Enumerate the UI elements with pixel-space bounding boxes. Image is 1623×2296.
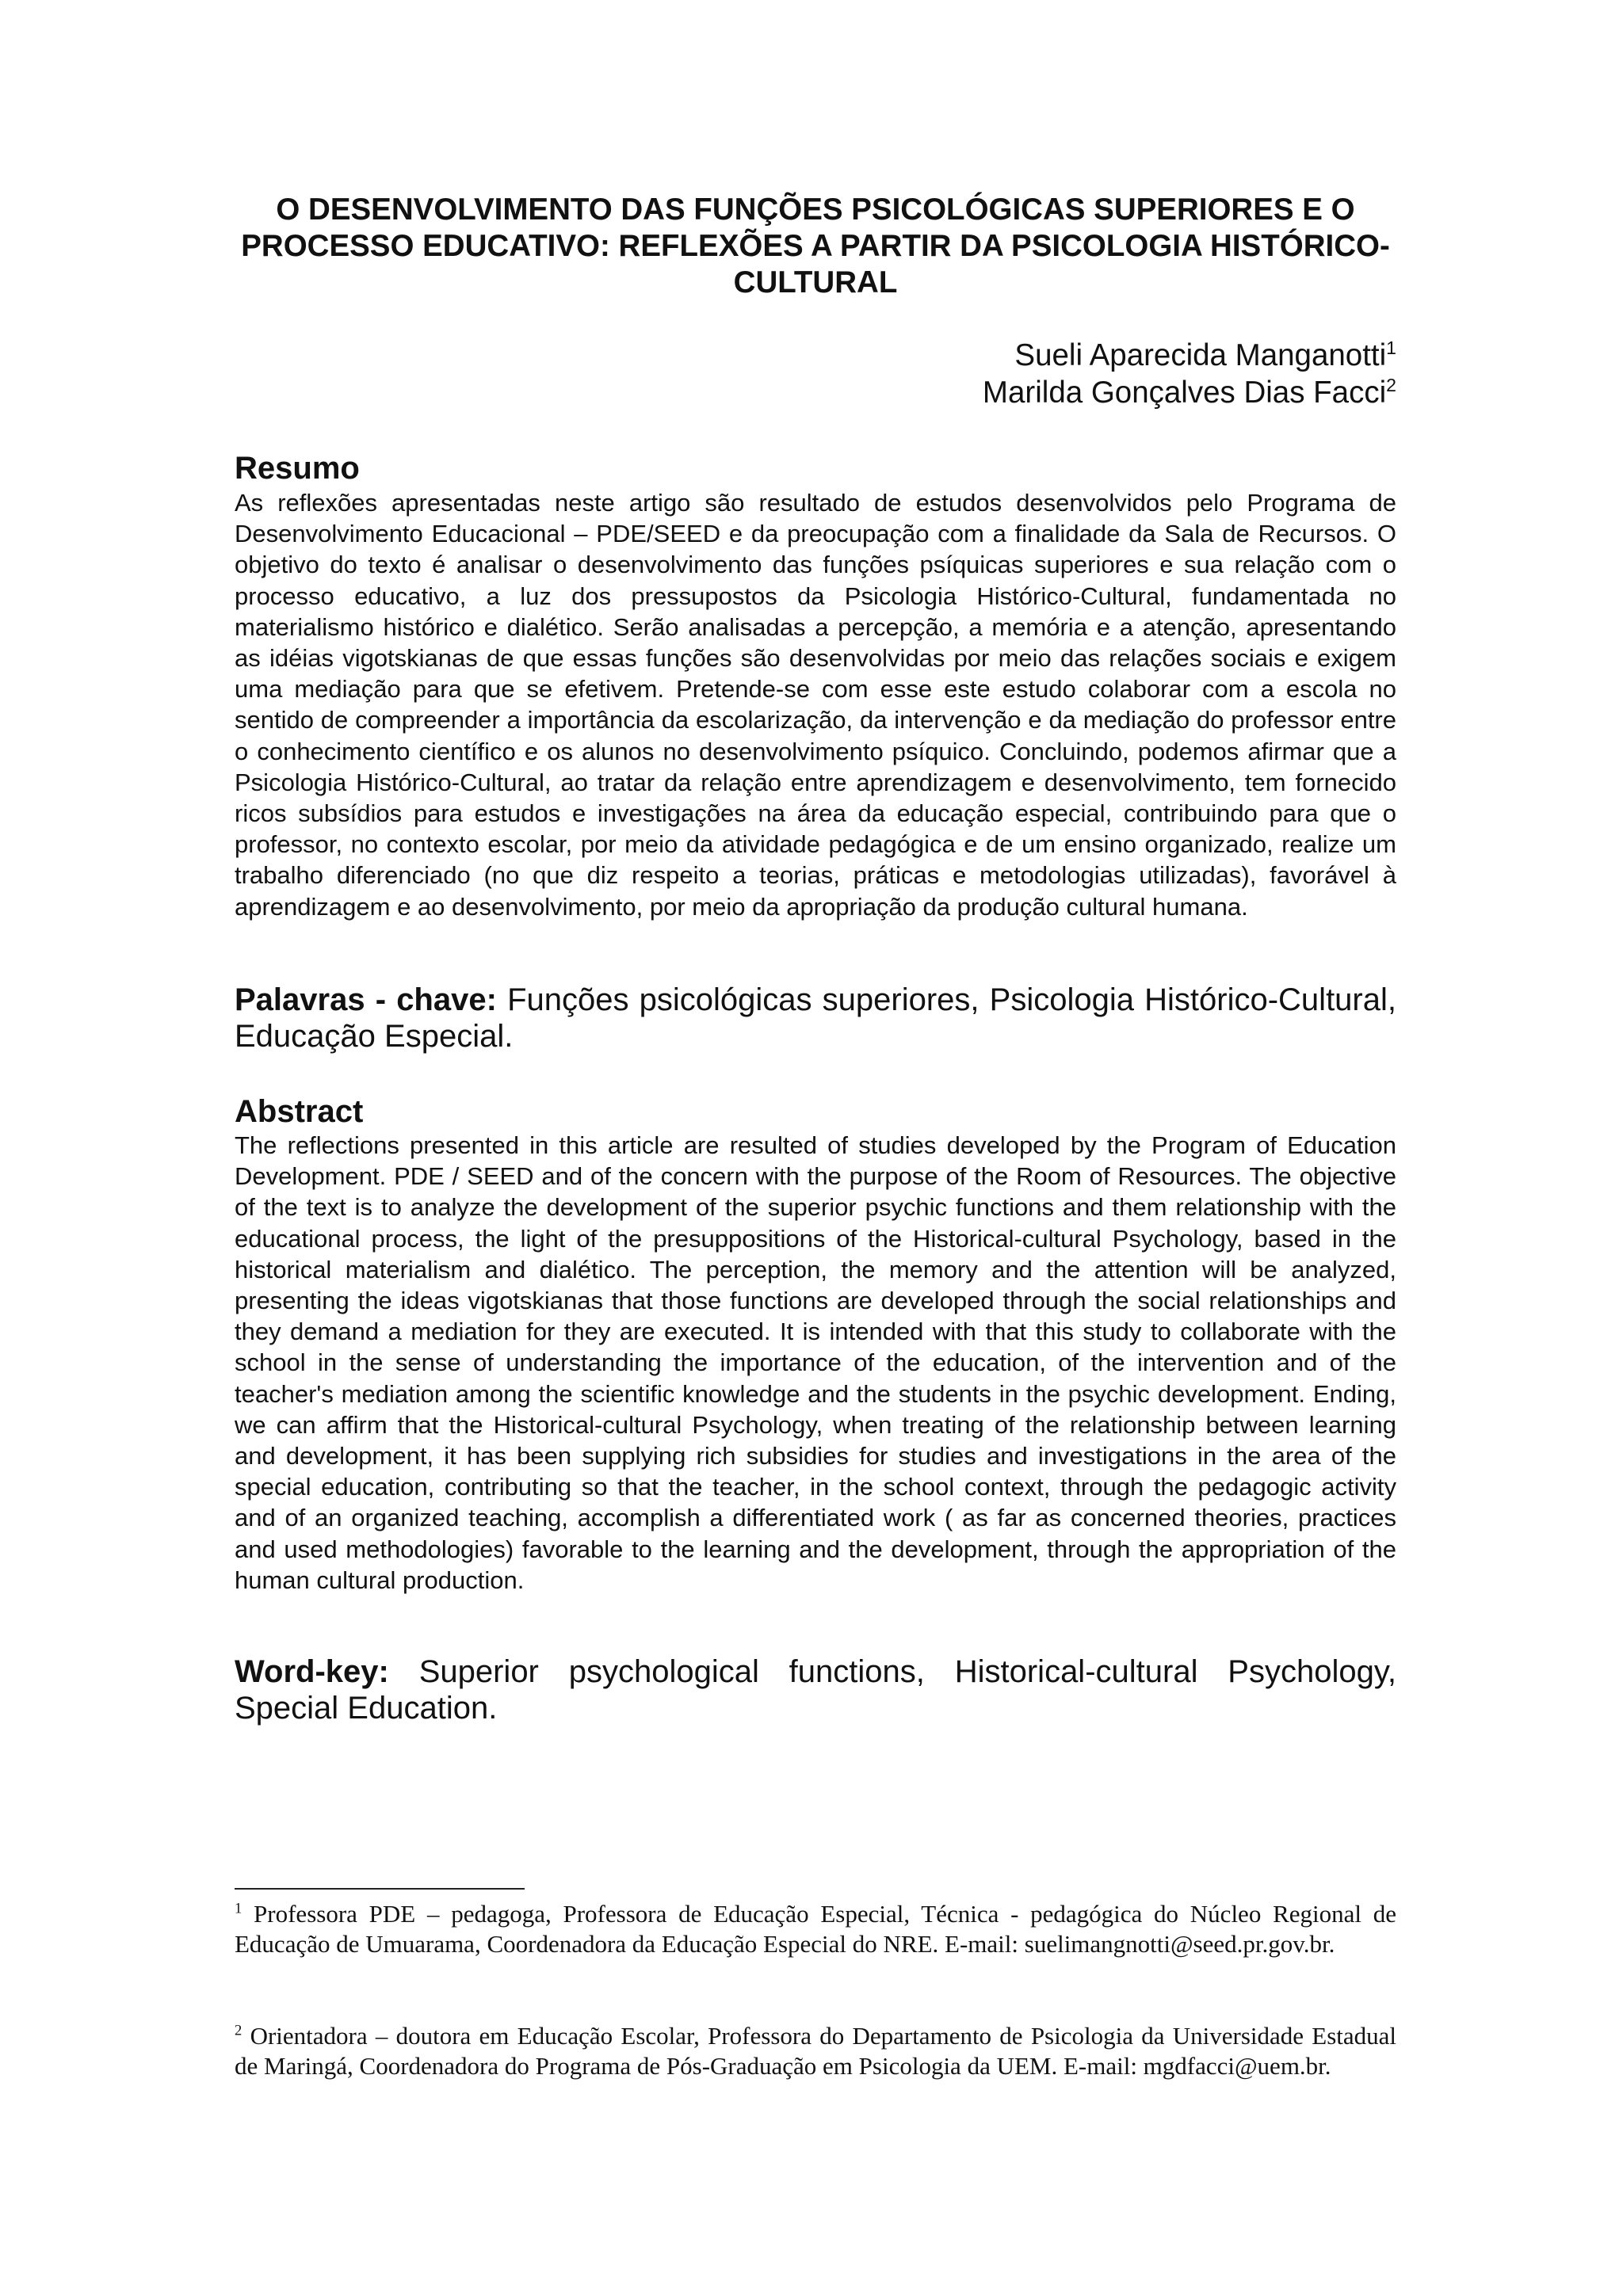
author-list <box>235 337 1396 411</box>
footnote-ref: 1 <box>1386 338 1396 359</box>
footnote-text: Professora PDE – pedagoga, Professora de Educação Especial, Técnica - pedagógica do Núcleo Regional de Educação de Umuarama, Coordenadora da Educação Especial do NRE. E-mail: suelimangnotti@seed.pr.gov.br. <box>235 1900 1396 1958</box>
resumo-heading: Resumo <box>235 451 360 486</box>
palavras-chave-text: Funções psicológicas superiores, Psicologia Histórico-Cultural, Educação Especial. <box>235 982 1396 1054</box>
abstract-text: The reflections presented in this article are resulted of studies developed by the Program of Education Development. PDE / SEED and of the concern with the purpose of the Room of Resources. The objective of the text is to analyze the development of the superior psychic functions and them relationship with the educational process, the light of the presuppositions of the Historical-cultural Psychology, based in the historical materialism and dialético. The perception, the memory and the attention will be analyzed, presenting the ideas vigotskianas that those functions are developed through the social relationships and they demand a mediation for they are executed. It is intended with that this study to collaborate with the school in the sense of understanding the importance of the education, of the intervention and of the teacher's mediation among the scientific knowledge and the students in the psychic development. Ending, we can affirm that the Historical-cultural Psychology, when treating of the relationship between learning and development, it has been supplying rich subsidies for studies and investigations in the area of the special education, contributing so that the teacher, in the school context, through the pedagogic activity and of an organized teaching, accomplish a differentiated work ( as far as concerned theories, practices and used methodologies) favorable to the learning and the development, through the appropriation of the human cultural production. <box>235 1131 1396 1594</box>
word-key-text: Superior psychological functions, Historical-cultural Psychology, Special Education. <box>235 1654 1396 1726</box>
author-line <box>235 374 1396 411</box>
word-key-label: Word-key: <box>235 1654 389 1689</box>
author-name: Sueli Aparecida Manganotti <box>1014 338 1387 372</box>
footnote-mark: 2 <box>235 2022 242 2039</box>
footnote-mark: 1 <box>235 1900 242 1917</box>
paper-title: O DESENVOLVIMENTO DAS FUNÇÕES PSICOLÓGICAS SUPERIORES E O PROCESSO EDUCATIVO: REFLEXÕES A PARTIR DA PSICOLOGIA HISTÓRICO-CULTURAL <box>241 193 1390 299</box>
word-key <box>235 1653 1396 1726</box>
author-line <box>235 337 1396 374</box>
author-name: Marilda Gonçalves Dias Facci <box>982 376 1387 410</box>
footnote-divider <box>235 1888 525 1890</box>
palavras-chave <box>235 982 1396 1055</box>
resumo-text: As reflexões apresentadas neste artigo são resultado de estudos desenvolvidos pelo Programa de Desenvolvimento Educacional – PDE/SEED e da preocupação com a finalidade da Sala de Recursos. O objetivo do texto é analisar o desenvolvimento das funções psíquicas superiores e sua relação com o processo educativo, a luz dos pressupostos da Psicologia Histórico-Cultural, fundamentada no materialismo histórico e dialético. Serão analisadas a percepção, a memória e a atenção, apresentando as idéias vigotskianas de que essas funções são desenvolvidas por meio das relações sociais e exigem uma mediação para que se efetivem. Pretende-se com esse este estudo colaborar com a escola no sentido de compreender a importância da escolarização, da intervenção e da mediação do professor entre o conhecimento científico e os alunos no desenvolvimento psíquico. Concluindo, podemos afirmar que a Psicologia Histórico-Cultural, ao tratar da relação entre aprendizagem e desenvolvimento, tem fornecido ricos subsídios para estudos e investigações na área da educação especial, contribuindo para que o professor, no contexto escolar, por meio da atividade pedagógica e de um ensino organizado, realize um trabalho diferenciado (no que diz respeito a teorias, práticas e metodologias utilizadas), favorável à aprendizagem e ao desenvolvimento, por meio da apropriação da produção cultural humana. <box>235 489 1396 921</box>
palavras-chave-label: Palavras - chave: <box>235 982 497 1017</box>
footnote-1 <box>235 1899 1396 1958</box>
footnote-2 <box>235 2021 1396 2081</box>
footnote-text: Orientadora – doutora em Educação Escolar, Professora do Departamento de Psicologia da Universidade Estadual de Maringá, Coordenadora do Programa de Pós-Graduação em Psicologia da UEM. E-mail: mgdfacci@uem.br. <box>235 2022 1397 2080</box>
footnote-ref: 2 <box>1386 375 1396 396</box>
abstract-heading: Abstract <box>235 1094 364 1129</box>
